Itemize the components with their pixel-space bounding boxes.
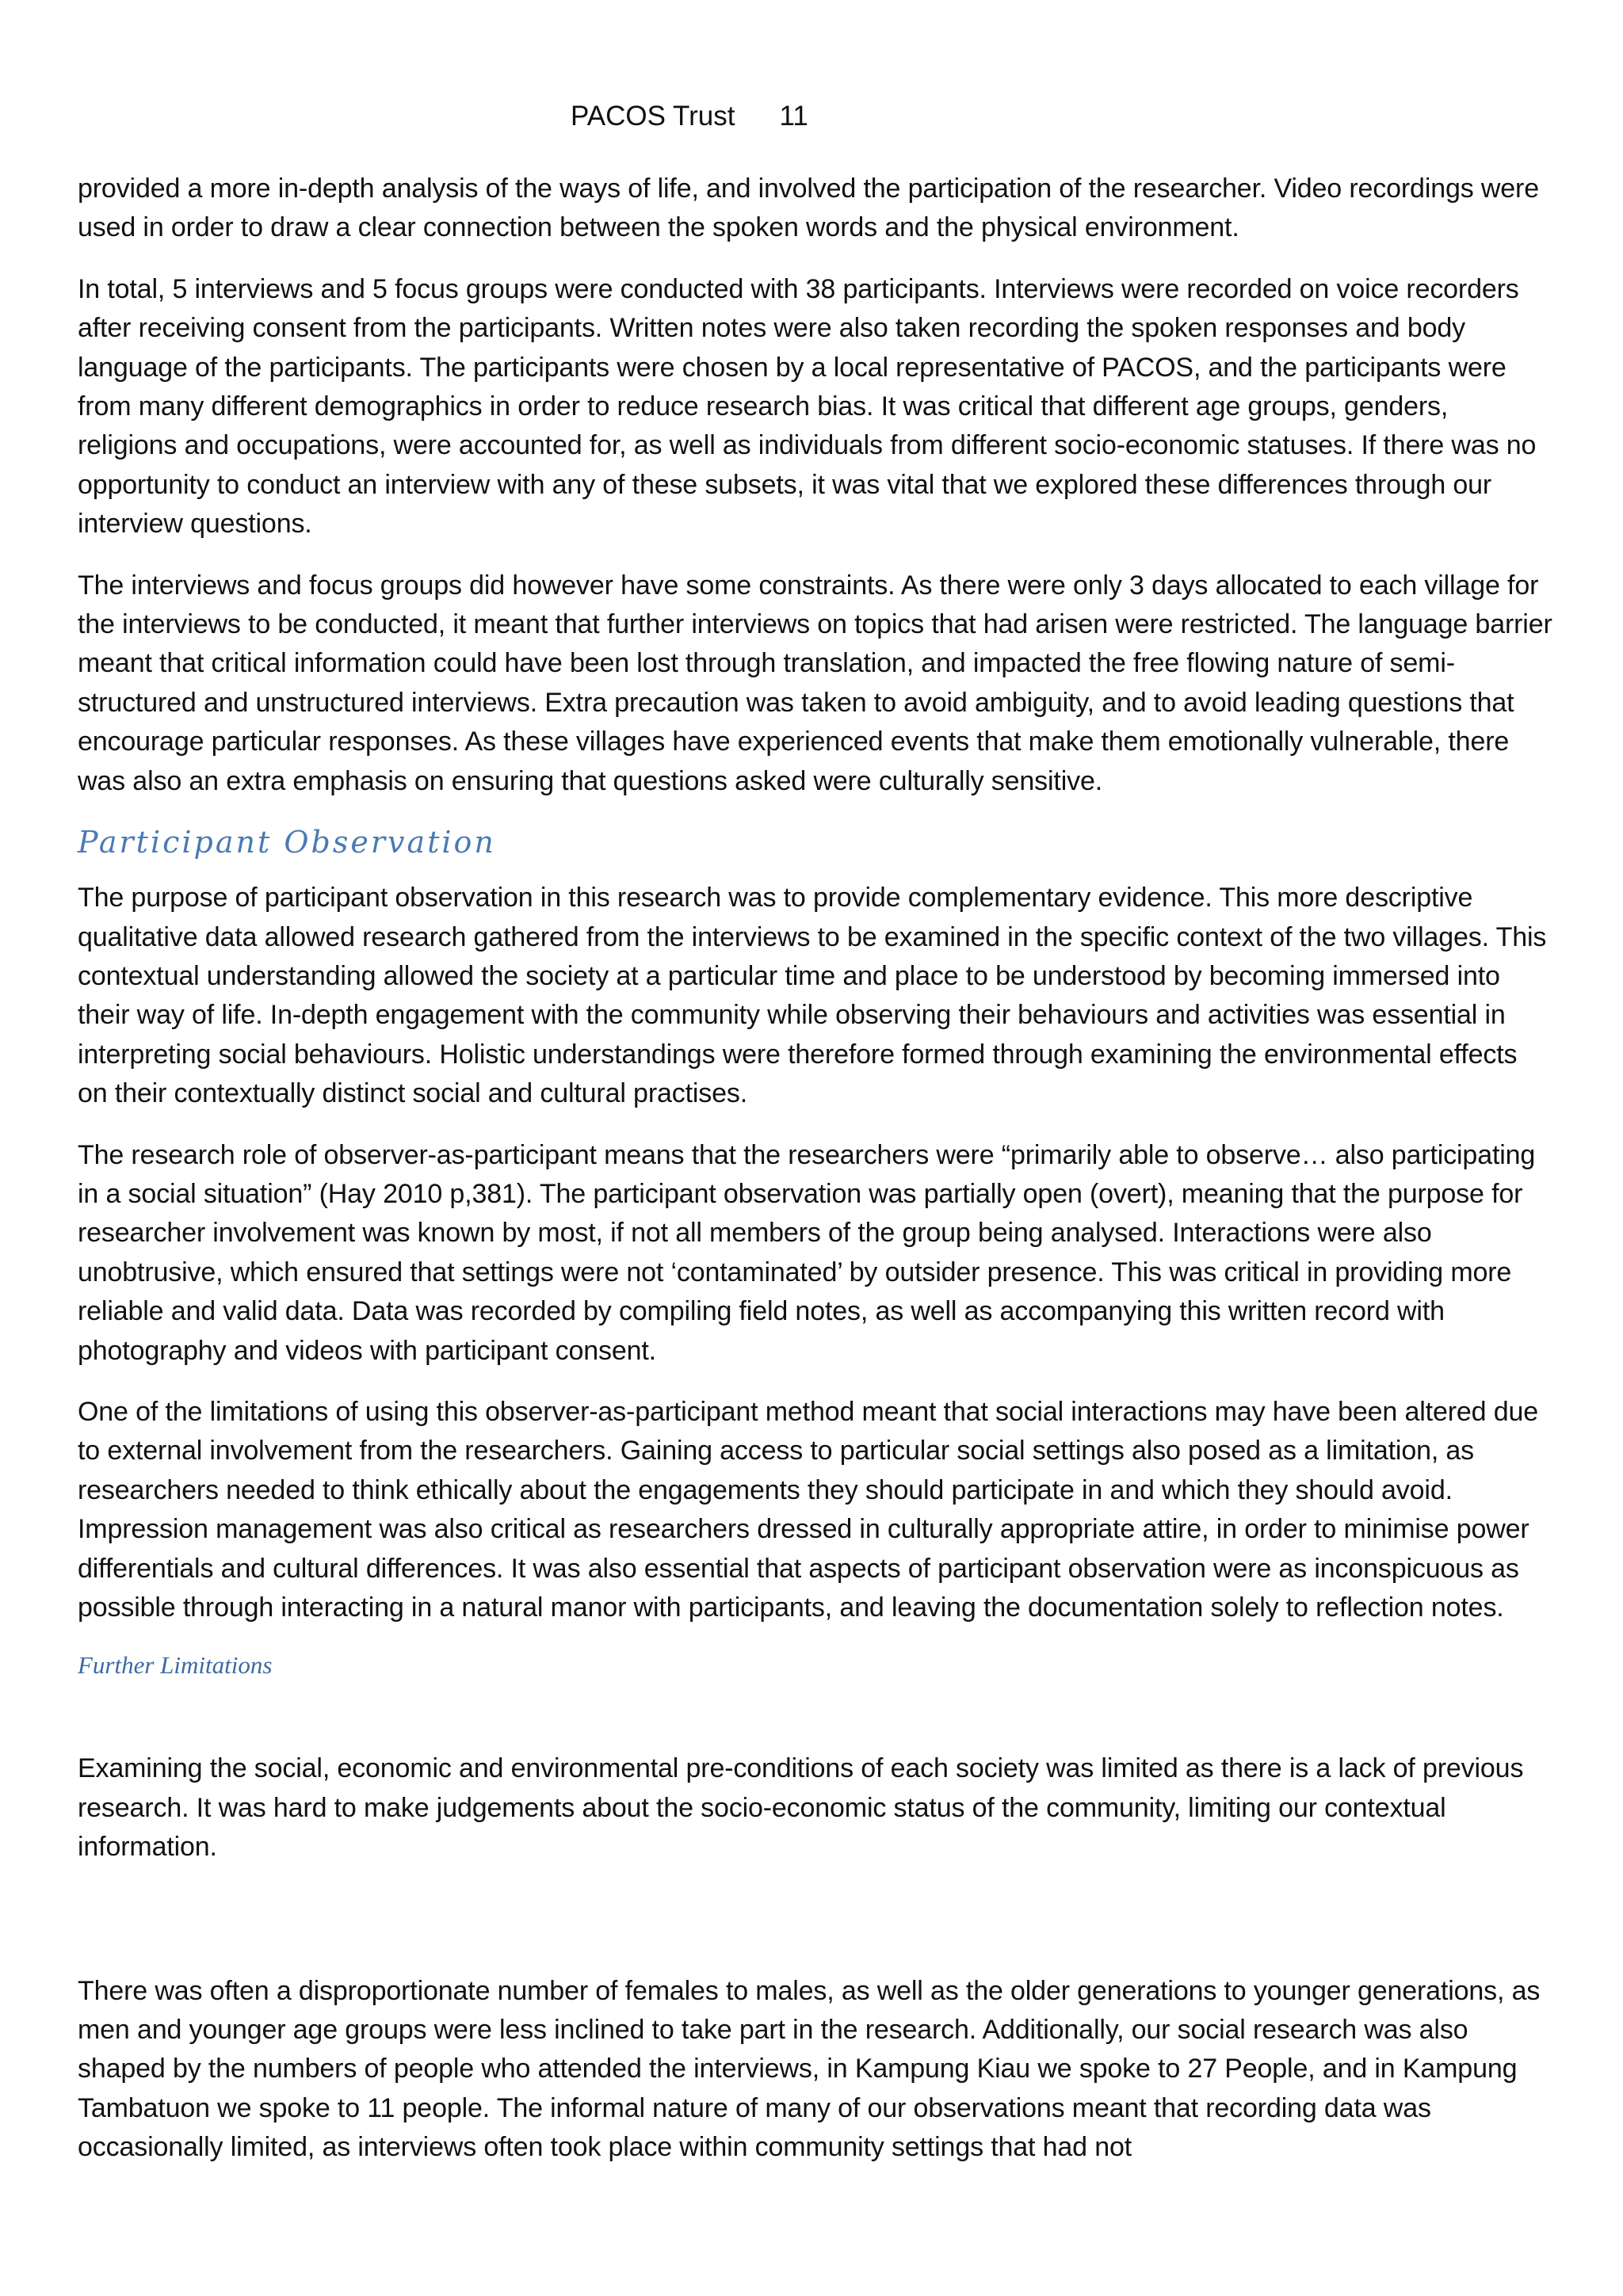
paragraph-observer-role: The research role of observer-as-participant means that the researchers were “primarily able to observe… also participating in a social situation” (Hay 2010 p,381). The participant observation was partially open (overt), meaning that the purpose for researcher involvement was known by most, if not all members of the group being analysed. Interactions were also unobtrusive, which ensured that settings were not ‘contaminated’ by outsider presence. This was critical in providing more reliable and valid data. Data was recorded by compiling field notes, as well as accompanying this written record with photography and videos with participant consent. [78, 1139, 1536, 1366]
body-content [78, 170, 1553, 2190]
paragraph-constraints: The interviews and focus groups did however have some constraints. As there were only 3 days allocated to each village for the interviews to be conducted, it meant that further interviews on topics that had arisen were restricted. The language barrier meant that critical information could have been lost through translation, and impacted the free flowing nature of semi-structured and unstructured interviews. Extra precaution was taken to avoid ambiguity, and to avoid leading questions that encourage particular responses. As these villages have experienced events that make them emotionally vulnerable, there was also an extra emphasis on ensuring that questions asked were culturally sensitive. [78, 570, 1552, 796]
header-title: PACOS Trust [571, 101, 735, 132]
spacer [78, 1890, 1553, 1972]
page-number: 11 [779, 101, 808, 132]
running-header [571, 98, 808, 135]
paragraph-interviews: In total, 5 interviews and 5 focus groups were conducted with 38 participants. Interviews were recorded on voice recorders after receiving consent from the participants. Written notes were also taken recording the spoken responses and body language of the participants. The participants were chosen by a local representative of PACOS, and the participants were from many different demographics in order to reduce research bias. It was critical that different age groups, genders, religions and occupations, were accounted for, as well as individuals from different socio-economic statuses. If there was no opportunity to conduct an interview with any of these subsets, it was vital that we explored these differences through our interview questions. [78, 273, 1537, 540]
paragraph-preconditions: Examining the social, economic and environmental pre-conditions of each society was limited as there is a lack of previous research. It was hard to make judgements about the socio-economic status of the community, limiting our contextual information. [78, 1753, 1524, 1863]
heading-further-limitations: Further Limitations [78, 1651, 273, 1680]
paragraph-observation-limitations: One of the limitations of using this observer-as-participant method meant that social interactions may have been altered due to external involvement from the researchers. Gaining access to particular social settings also posed as a limitation, as researchers needed to think ethically about the engagements they should participate in and which they should avoid. Impression management was also critical as researchers dressed in culturally appropriate attire, in order to minimise power differentials and cultural differences. It was also essential that aspects of participant observation were as inconspicuous as possible through interacting in a natural manor with participants, and leaving the documentation solely to reflection notes. [78, 1396, 1538, 1623]
paragraph-methods-intro: provided a more in-depth analysis of the ways of life, and involved the participation of the researcher. Video recordings were used in order to draw a clear connection between the spoken words and the physical environment. [78, 174, 1539, 243]
paragraph-observation-purpose: The purpose of participant observation in this research was to provide complementary evidence. This more descriptive qualitative data allowed research gathered from the interviews to be examined in the specific context of the two villages. This contextual understanding allowed the society at a particular time and place to be understood by becoming immersed into their way of life. In-depth engagement with the community while observing their behaviours and activities was essential in interpreting social behaviours. Holistic understandings were therefore formed through examining the environmental effects on their contextually distinct social and cultural practises. [78, 883, 1547, 1109]
paragraph-demographics: There was often a disproportionate number of females to males, as well as the older generations to younger generations, as men and younger age groups were less inclined to take part in the research. Additionally, our social research was also shaped by the numbers of people who attended the interviews, in Kampung Kiau we spoke to 27 People, and in Kampung Tambatuon we spoke to 11 people. The informal nature of many of our observations meant that recording data was occasionally limited, as interviews often took place within community settings that had not [78, 1975, 1541, 2163]
heading-participant-observation: Participant Observation [78, 825, 496, 860]
